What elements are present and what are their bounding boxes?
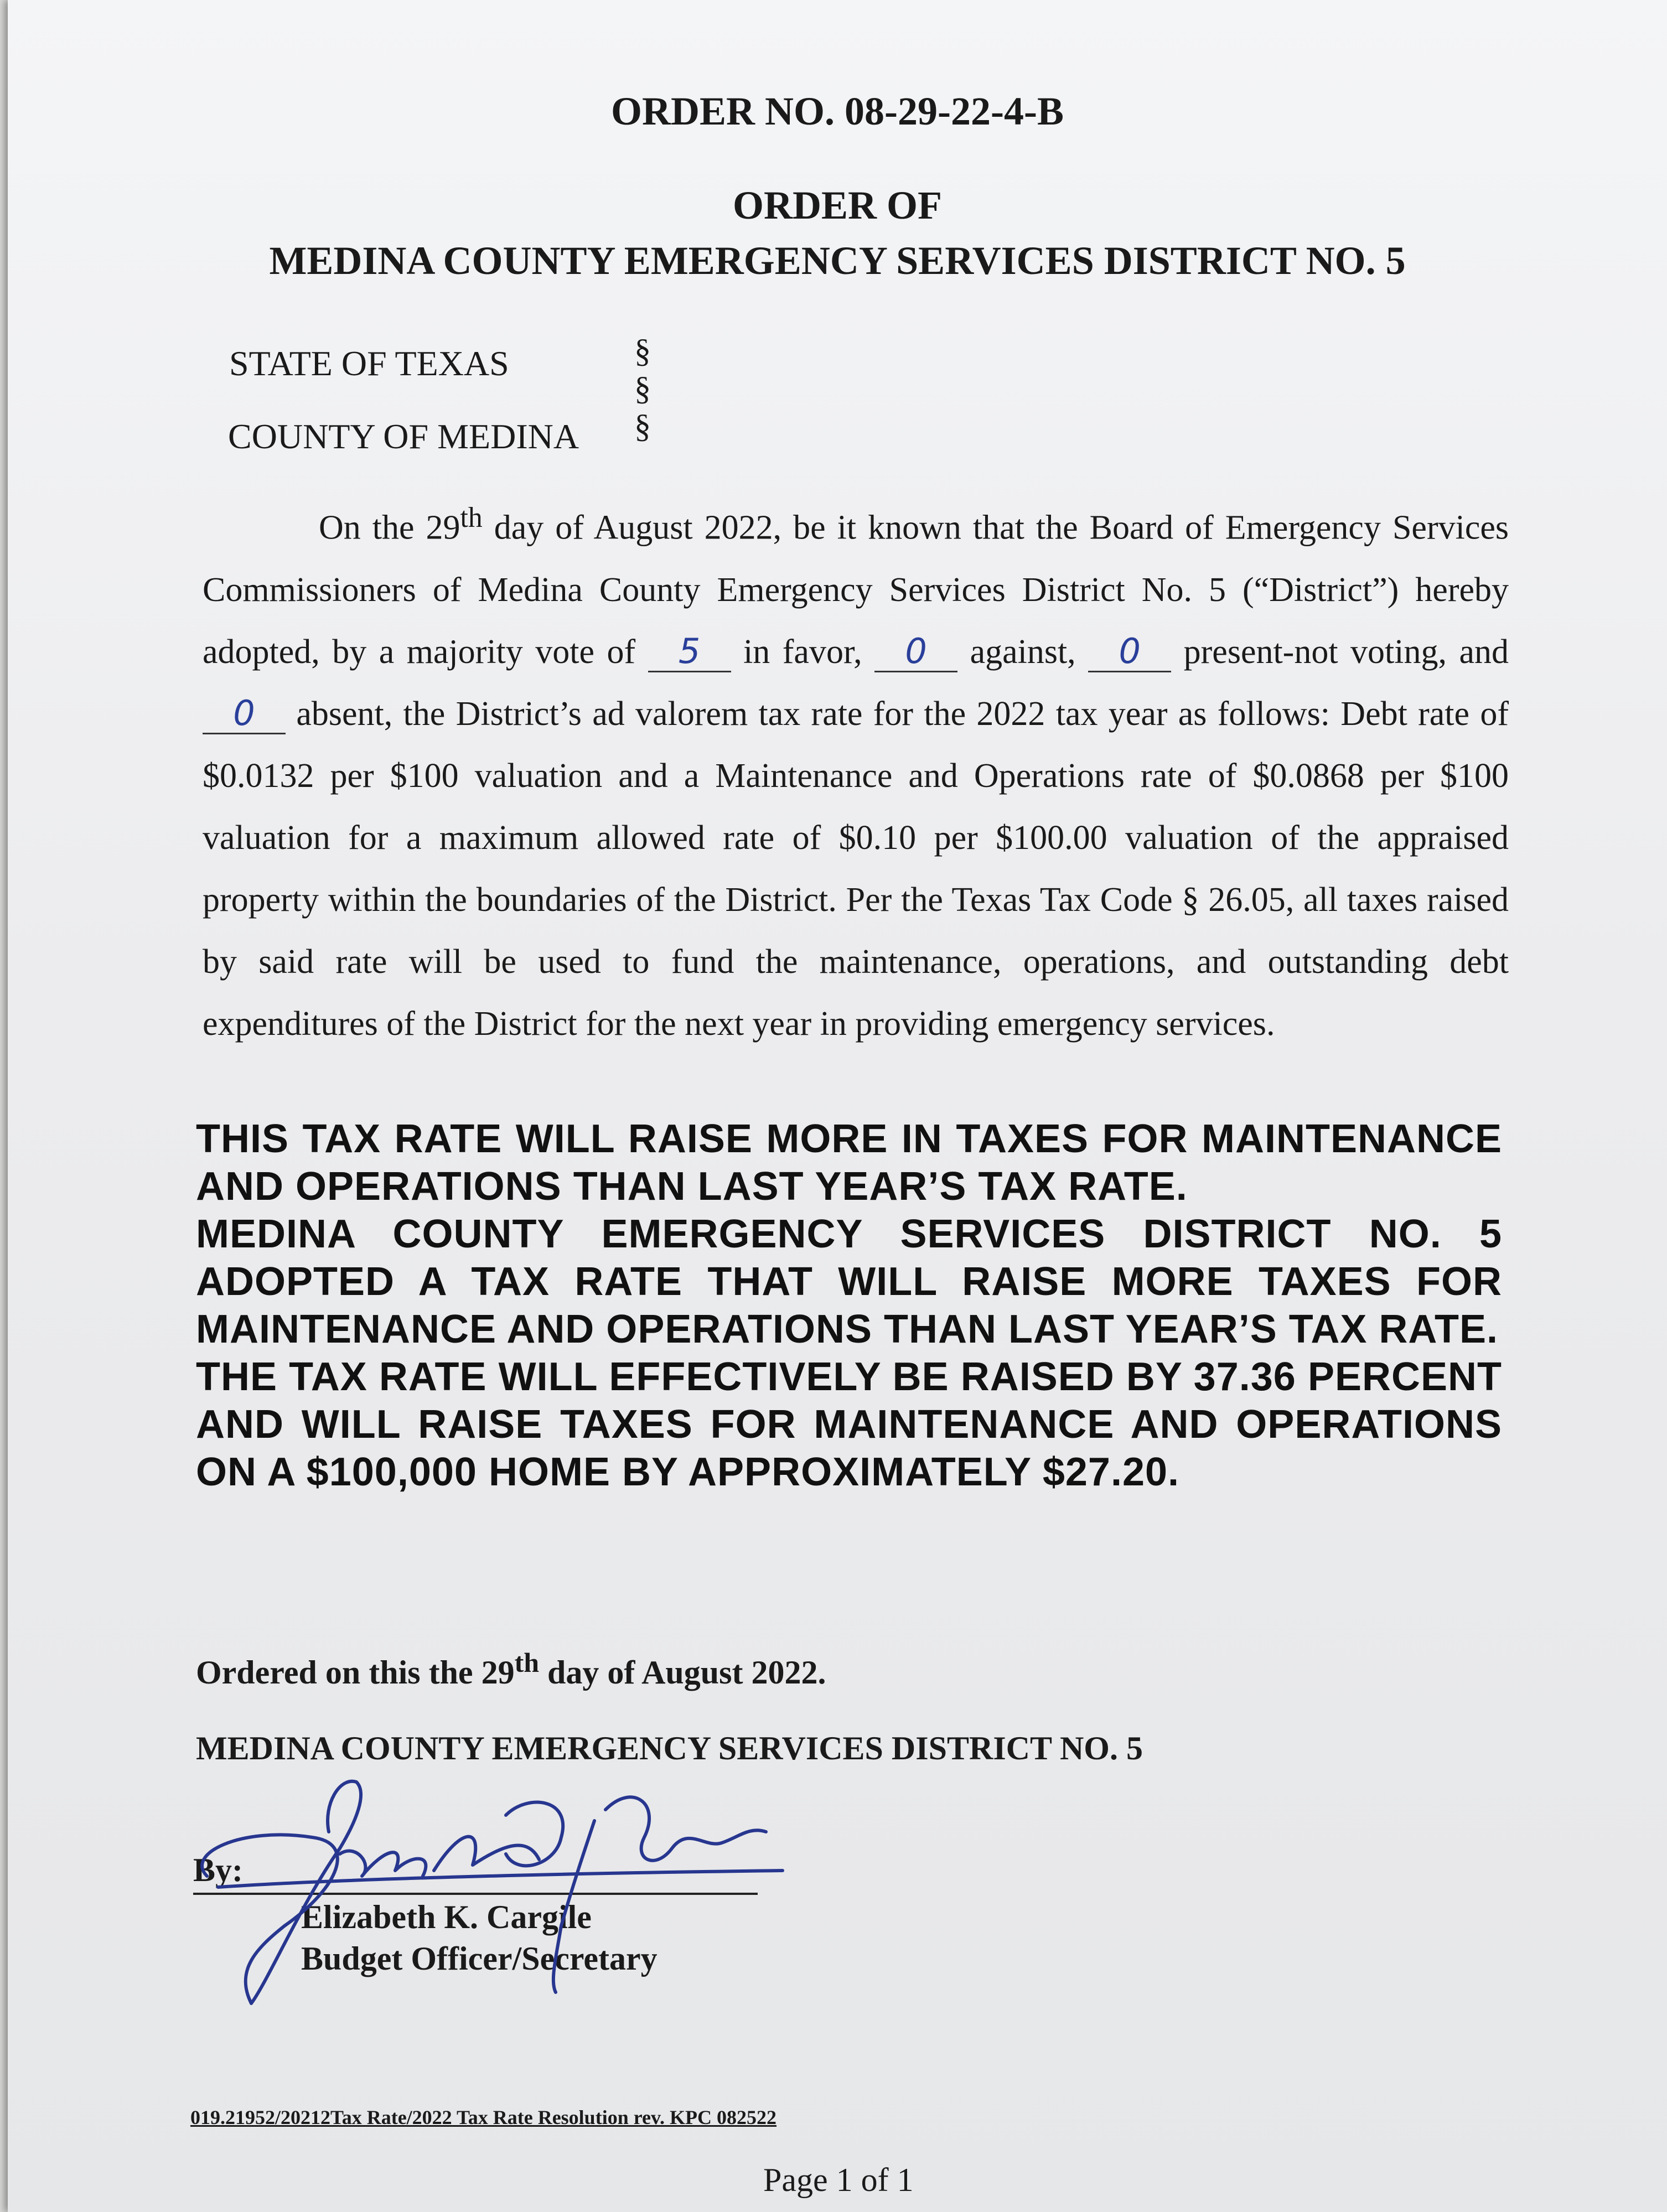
votes-absent-field: 0: [203, 694, 286, 734]
by-label: By:: [193, 1852, 243, 1888]
ordered-text: day of August 2022.: [539, 1654, 826, 1691]
document-page: [8, 0, 1667, 2212]
signature-district-name: MEDINA COUNTY EMERGENCY SERVICES DISTRICT NO. 5: [196, 1730, 1143, 1767]
section-symbol: §: [634, 408, 651, 444]
votes-present-not-voting-field: 0: [1088, 632, 1171, 672]
body-text-part: against,: [957, 633, 1089, 671]
signer-title: Budget Officer/Secretary: [301, 1940, 658, 1977]
body-text-part: day of August 2022, be it known that the Board of Emergency Services Commissioners of Medina County Emergency Services District No. 5 (“District”) hereby adopted, by a majority vote of: [203, 509, 1509, 671]
tax-rate-notice: [196, 1115, 1502, 1496]
order-number: ORDER NO. 08-29-22-4-B: [611, 89, 1064, 133]
votes-against-field: 0: [874, 632, 957, 672]
state-caption: STATE OF TEXAS: [229, 344, 509, 383]
body-text-part: absent, the District’s ad valorem tax rate for the 2022 tax year as follows: Debt rate of $0.0132 per $100 valuation and a Maintenance and Operations rate of $0.0868 per $100 valuation for a maximum allowed rate of $0.10 per $100.00 valuation of the appraised property within the boundaries of the District. Per the Texas Tax Code § 26.05, all taxes raised by said rate will be used to fund the maintenance, operations, and outstanding debt expenditures of the District for the next year in providing emergency services.: [203, 695, 1509, 1043]
body-text-part: in favor,: [731, 633, 875, 671]
votes-in-favor-field: 5: [648, 632, 731, 672]
order-of-heading: ORDER OF: [733, 183, 942, 227]
ordered-date: [196, 1646, 826, 1692]
body-text-part: present-not voting, and: [1171, 633, 1509, 671]
handwritten-signature: [174, 1760, 799, 2025]
notice-line: MEDINA COUNTY EMERGENCY SERVICES DISTRICT NO. 5 ADOPTED A TAX RATE THAT WILL RAISE MORE TAXES FOR MAINTENANCE AND OPERATIONS THAN LAST YEAR’S TAX RATE.: [196, 1212, 1502, 1351]
county-caption: COUNTY OF MEDINA: [228, 417, 579, 456]
body-text-part: On the 29: [319, 509, 460, 547]
document-reference: 019.21952/20212Tax Rate/2022 Tax Rate Resolution rev. KPC 082522: [190, 2106, 777, 2128]
ordinal-suffix: th: [514, 1647, 540, 1678]
district-title: MEDINA COUNTY EMERGENCY SERVICES DISTRICT NO. 5: [269, 239, 1406, 283]
ordered-text: Ordered on this the 29: [196, 1654, 515, 1691]
order-body-paragraph: [203, 487, 1509, 1055]
section-symbol: §: [634, 370, 651, 407]
page-number: Page 1 of 1: [763, 2162, 914, 2198]
ordinal-suffix: th: [460, 502, 483, 533]
notice-line: THE TAX RATE WILL EFFECTIVELY BE RAISED BY 37.36 PERCENT AND WILL RAISE TAXES FOR MAINTENANCE AND OPERATIONS ON A $100,000 HOME BY APPROXIMATELY $27.20.: [196, 1355, 1502, 1494]
signer-name: Elizabeth K. Cargile: [301, 1899, 592, 1935]
notice-line: THIS TAX RATE WILL RAISE MORE IN TAXES FOR MAINTENANCE AND OPERATIONS THAN LAST YEAR’S TAX RATE.: [196, 1117, 1502, 1209]
section-symbol: §: [634, 333, 651, 369]
